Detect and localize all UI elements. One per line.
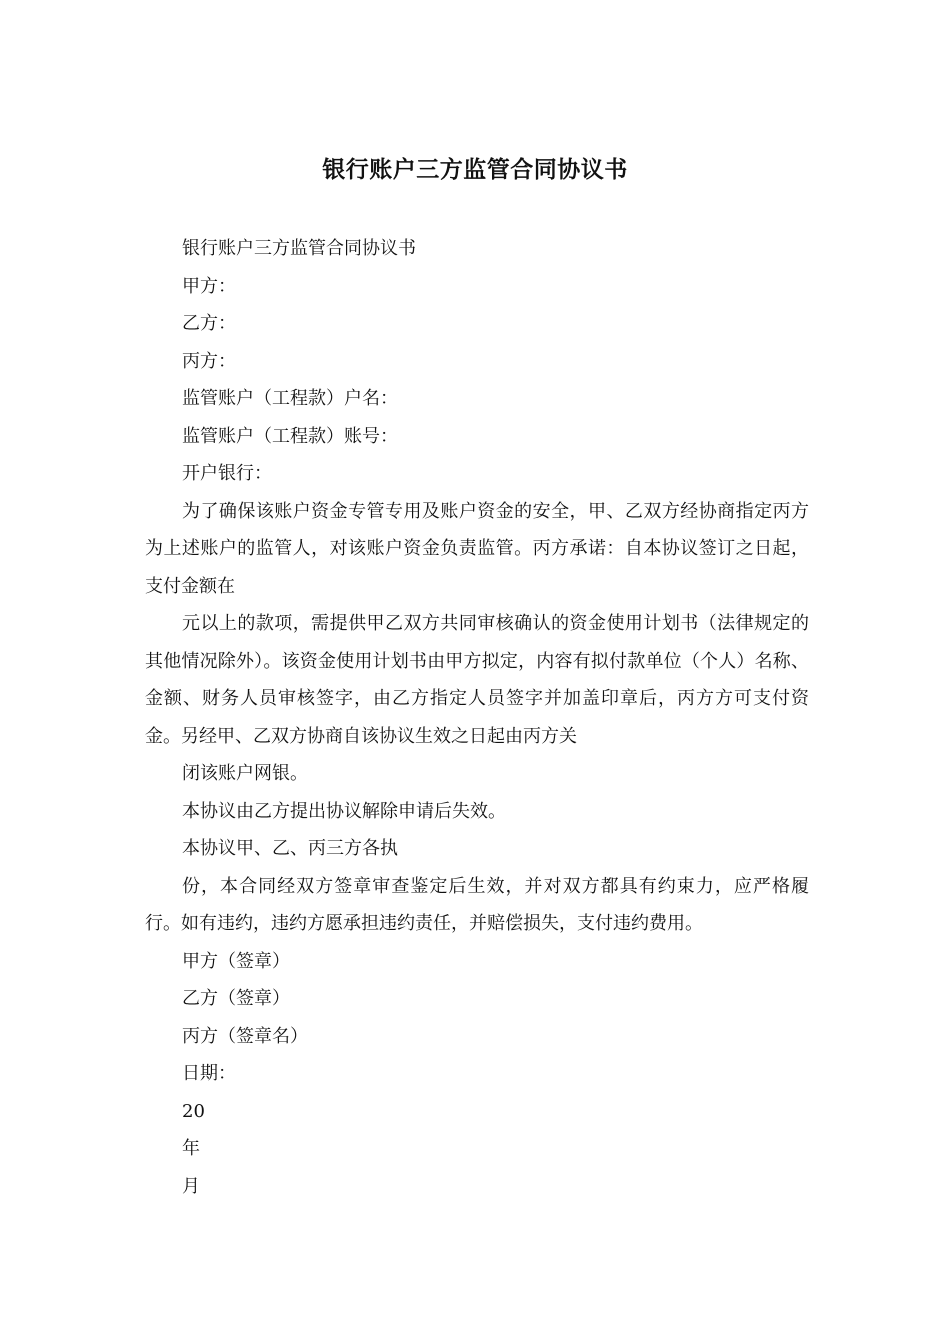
signature-party-a: 甲方（签章） [182,950,290,972]
document-title: 银行账户三方监管合同协议书 [322,156,628,183]
date-year-label: 年 [182,1138,200,1159]
account-name-field: 监管账户（工程款）户名： [182,388,398,409]
signature-party-b: 乙方（签章） [182,988,290,1009]
signature-party-c: 丙方（签章名） [182,1025,308,1047]
paragraph-termination: 本协议由乙方提出协议解除申请后失效。 [182,800,506,822]
account-number-field: 监管账户（工程款）账号： [182,425,398,447]
date-label: 日期： [182,1063,236,1084]
paragraph-copies: 本协议甲、乙、丙三方各执 [182,838,398,859]
party-c-field: 丙方： [182,350,236,372]
opening-bank-field: 开户银行： [182,463,272,484]
party-a-field: 甲方： [182,275,236,297]
date-month-label: 月 [182,1175,200,1197]
paragraph-payment-terms: 元以上的款项，需提供甲乙双方共同审核确认的资金使用计划书（法律规定的其他情况除外）。该资金使用计划书由甲方拟定，内容有拟付款单位（个人）名称、金额、财务人员审核签字，由乙方指定人员签字并加盖印章后，丙方方可支付资金。另经甲、乙双方协商自该协议生效之日起由丙方关 [145,613,809,747]
paragraph-subtitle: 银行账户三方监管合同协议书 [182,238,416,259]
document-body [145,230,809,1205]
date-year-prefix: 20 [182,1100,205,1122]
paragraph-online-banking: 闭该账户网银。 [182,763,308,784]
paragraph-purpose: 为了确保该账户资金专管专用及账户资金的安全，甲、乙双方经协商指定丙方为上述账户的监管人，对该账户资金负责监管。丙方承诺：自本协议签订之日起，支付金额在 [145,500,809,597]
party-b-field: 乙方： [182,313,236,334]
paragraph-effectiveness: 份，本合同经双方签章审查鉴定后生效，并对双方都具有约束力，应严格履行。如有违约，违约方愿承担违约责任，并赔偿损失，支付违约费用。 [145,875,809,934]
